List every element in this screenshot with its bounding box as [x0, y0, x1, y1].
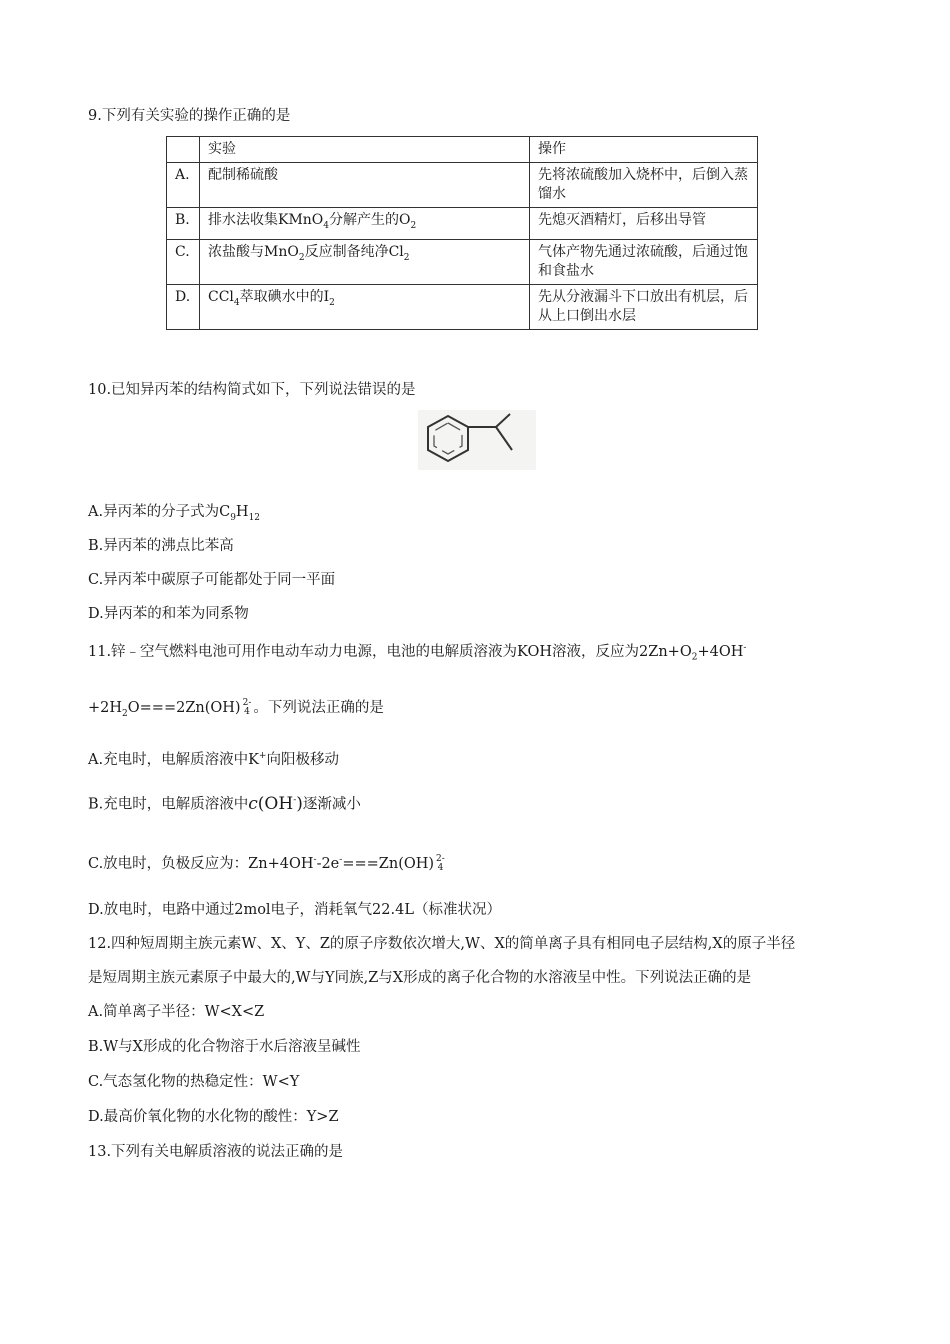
operation-cell: 先从分液漏斗下口放出有机层，后从上口倒出水层	[530, 284, 758, 329]
q12-stem-line1: 12.四种短周期主族元素W、X、Y、Z的原子序数依次增大,W、X的简单离子具有相同电子层结构,X的原子半径	[88, 936, 796, 952]
q12-option-a: A.简单离子半径：W<X<Z	[88, 1004, 265, 1020]
header-cell: 实验	[200, 137, 530, 163]
row-label: C.	[167, 239, 200, 284]
operation-cell: 气体产物先通过浓硫酸，后通过饱和食盐水	[530, 239, 758, 284]
experiment-cell: 排水法收集KMnO$_4$分解产生的$O_2$	[200, 208, 530, 240]
q11-option-d: D.放电时，电路中通过2mol电子，消耗氧气22.4L（标准状况）	[88, 902, 501, 918]
q11-stem-line1: 11.锌﹣空气燃料电池可用作电动车动力电源，电池的电解质溶液为KOH溶液，反应为$2Zn+O_2+4OH^-$	[88, 643, 747, 663]
row-label: D.	[167, 284, 200, 329]
header-cell	[167, 137, 200, 163]
q12-option-c: C.气态氢化物的热稳定性：W<Y	[88, 1074, 300, 1090]
q12-option-b: B.W与X形成的化合物溶于水后溶液呈碱性	[88, 1039, 361, 1055]
operation-cell: 先将浓硫酸加入烧杯中，后倒入蒸馏水	[530, 163, 758, 208]
header-cell: 操作	[530, 137, 758, 163]
q10-option-d: D.异丙苯的和苯为同系物	[88, 606, 249, 622]
q9-stem: 9.下列有关实验的操作正确的是	[88, 108, 291, 124]
q10-stem: 10.已知异丙苯的结构简式如下，下列说法错误的是	[88, 382, 416, 398]
q12-option-d: D.最高价氧化物的水化物的酸性：Y>Z	[88, 1109, 339, 1125]
row-label: B.	[167, 208, 200, 240]
row-label: A.	[167, 163, 200, 208]
table-row	[167, 208, 758, 240]
q10-option-a: A.异丙苯的分子式为$C_9H_{12}$	[88, 504, 261, 523]
q11-option-b: B.充电时，电解质溶液中c(OH-)逐渐减小	[88, 793, 361, 814]
q11-option-a: A.充电时，电解质溶液中K+向阳极移动	[88, 751, 339, 768]
table-row	[167, 163, 758, 208]
q9-table	[166, 136, 758, 330]
table-header-row	[167, 137, 758, 163]
ion-charge-stack: 2- 4	[242, 698, 252, 717]
ion-charge-stack: 2- 4	[436, 853, 445, 873]
experiment-cell: 浓盐酸与MnO$_2$反应制备纯净$Cl_2$	[200, 239, 530, 284]
q12-stem-line2: 是短周期主族元素原子中最大的,W与Y同族,Z与X形成的离子化合物的水溶液呈中性。下列说法正确的是	[88, 970, 752, 986]
experiment-cell: 配制稀硫酸	[200, 163, 530, 208]
q13-stem: 13.下列有关电解质溶液的说法正确的是	[88, 1144, 344, 1160]
operation-cell: 先熄灭酒精灯，后移出导管	[530, 208, 758, 240]
table-row	[167, 284, 758, 329]
q10-option-c: C.异丙苯中碳原子可能都处于同一平面	[88, 572, 336, 588]
q11-option-c: C.放电时，负极反应为：Zn+4OH--2e-===Zn(OH) 2- 4	[88, 853, 445, 873]
experiment-cell: CCl$_4$萃取碘水中的$I_2$	[200, 284, 530, 329]
q11-stem-line2: $+2H_2O===2Zn(OH)$ 2- 4 。下列说法正确的是	[88, 698, 384, 719]
table-row	[167, 239, 758, 284]
q10-option-b: B.异丙苯的沸点比苯高	[88, 538, 234, 554]
isopropylbenzene-structure-icon	[418, 410, 536, 470]
